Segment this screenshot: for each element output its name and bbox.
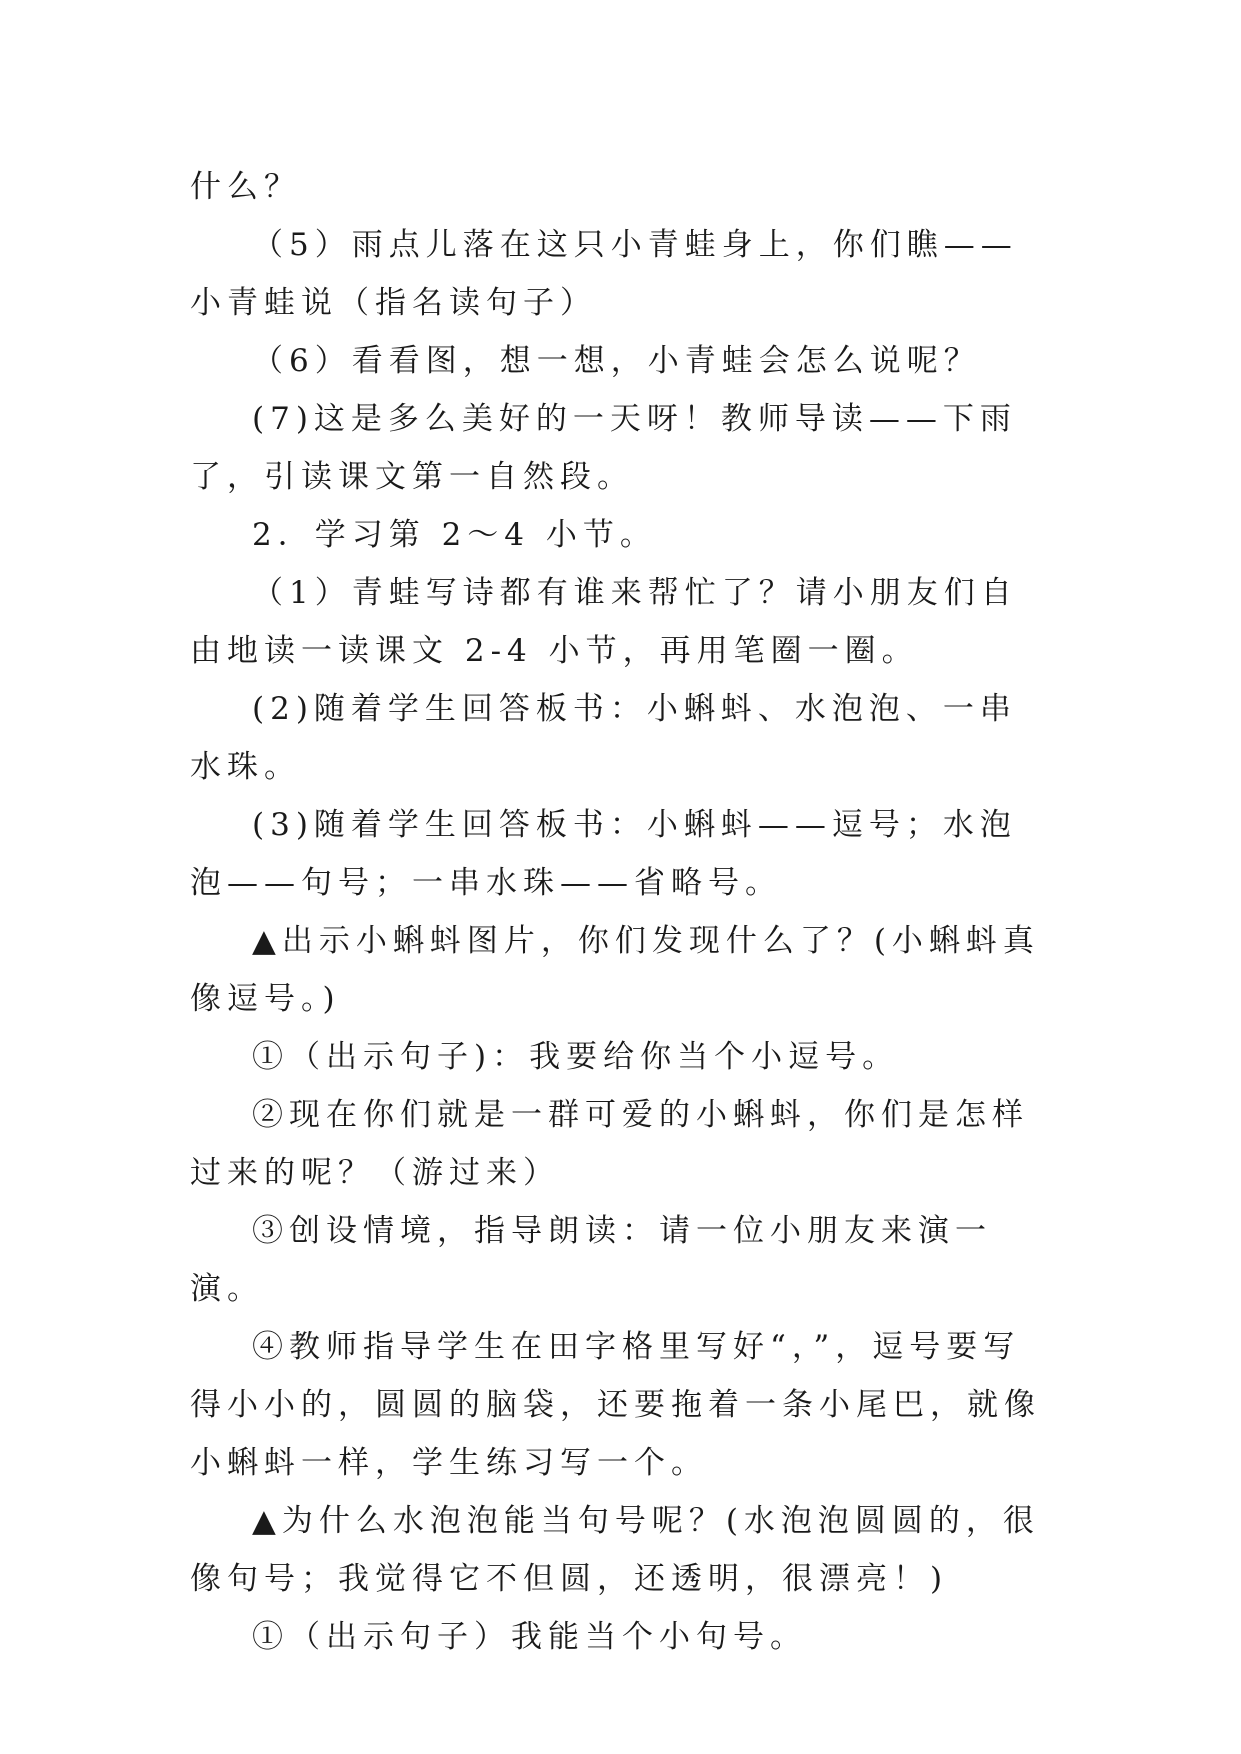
paragraph-15: ①（出示句子）我能当个小句号。 [252, 1619, 807, 1655]
paragraph-7: (2)随着学生回答板书：小蝌蚪、水泡泡、一串水珠。 [190, 691, 1017, 785]
paragraph-14: ▲为什么水泡泡能当句号呢？(水泡泡圆圆的，很像句号；我觉得它不但圆，还透明，很漂亮！) [190, 1503, 1040, 1597]
paragraph-3: （6）看看图，想一想，小青蛙会怎么说呢？ [252, 343, 981, 379]
paragraph-4: (7)这是多么美好的一天呀！教师导读——下雨了，引读课文第一自然段。 [190, 401, 1017, 495]
paragraph-12: ③创设情境，指导朗读：请一位小朋友来演一演。 [190, 1213, 992, 1307]
paragraph-10: ①（出示句子)：我要给你当个小逗号。 [252, 1039, 900, 1075]
paragraph-9: ▲出示小蝌蚪图片，你们发现什么了？(小蝌蚪真像逗号。) [190, 923, 1040, 1017]
paragraph-11: ②现在你们就是一群可爱的小蝌蚪，你们是怎样过来的呢？（游过来） [190, 1097, 1029, 1191]
paragraph-8: (3)随着学生回答板书：小蝌蚪——逗号；水泡泡——句号；一串水珠——省略号。 [190, 807, 1017, 901]
paragraph-1: 什么？ [190, 169, 301, 205]
paragraph-6: （1）青蛙写诗都有谁来帮忙了？请小朋友们自由地读一读课文 2-4 小节，再用笔圈一圈。 [190, 575, 1018, 669]
document-body [190, 158, 1052, 1666]
paragraph-2: （5）雨点儿落在这只小青蛙身上，你们瞧——小青蛙说（指名读句子） [190, 227, 1018, 321]
paragraph-5: 2．学习第 2～4 小节。 [252, 517, 657, 553]
paragraph-13: ④教师指导学生在田字格里写好“，”，逗号要写得小小的，圆圆的脑袋，还要拖着一条小尾巴，就像小蝌蚪一样，学生练习写一个。 [190, 1329, 1041, 1481]
